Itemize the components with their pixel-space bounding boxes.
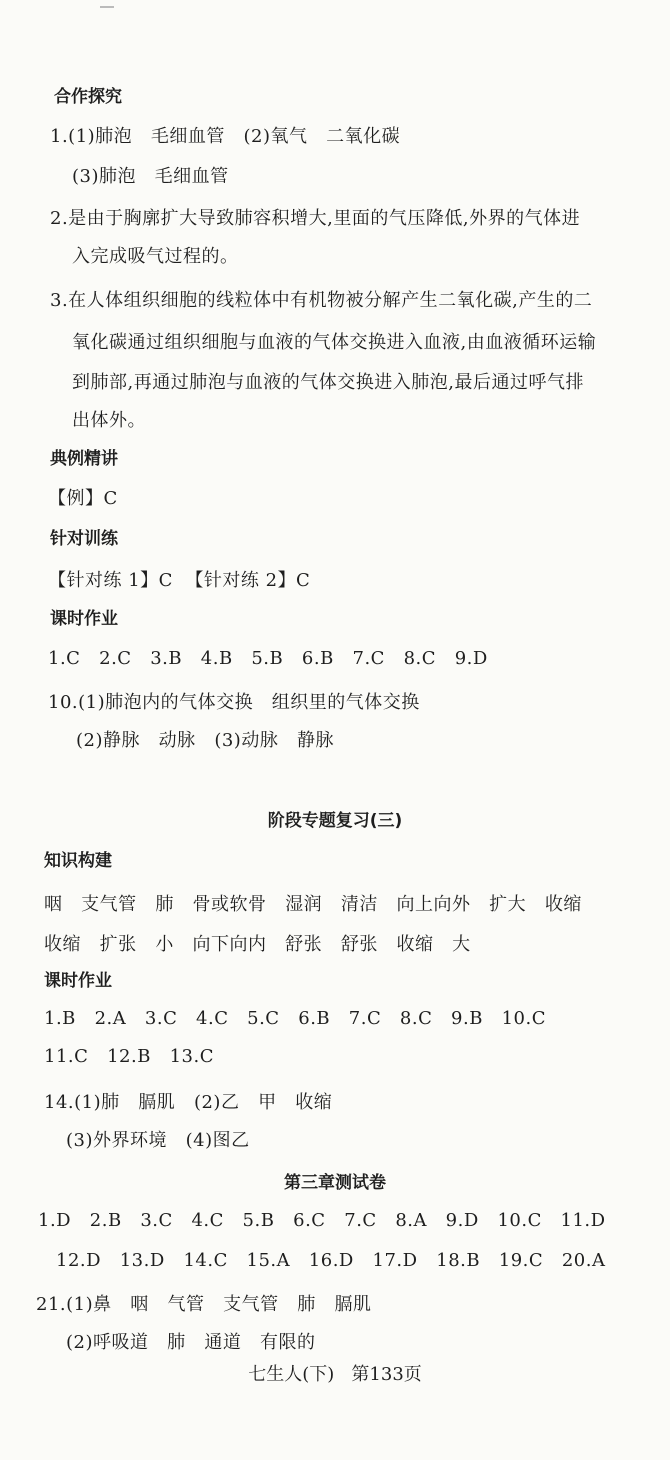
page-footer: 七生人(下) 第133页: [248, 1364, 422, 1385]
answer-line: 10.(1)肺泡内的气体交换 组织里的气体交换: [48, 692, 420, 713]
answer-line: 21.(1)鼻 咽 气管 支气管 肺 膈肌: [36, 1294, 372, 1315]
heading-cooperative: 合作探究: [54, 87, 122, 107]
answer-line: 1.D 2.B 3.C 4.C 5.B 6.C 7.C 8.A 9.D 10.C 11.D: [38, 1210, 606, 1231]
answer-line: (2)静脉 动脉 (3)动脉 静脉: [76, 730, 334, 751]
answer-line: 14.(1)肺 膈肌 (2)乙 甲 收缩: [44, 1092, 333, 1113]
section-title-review: 阶段专题复习(三): [267, 811, 403, 831]
answer-line: (3)外界环境 (4)图乙: [66, 1130, 250, 1151]
answer-line: 【例】C: [48, 488, 118, 509]
top-scan-mark: [100, 6, 114, 8]
answer-line: 1.C 2.C 3.B 4.B 5.B 6.B 7.C 8.C 9.D: [48, 648, 488, 669]
answer-line: 1.B 2.A 3.C 4.C 5.C 6.B 7.C 8.C 9.B 10.C: [44, 1008, 546, 1029]
heading-homework: 课时作业: [44, 971, 112, 991]
answer-line: 1.(1)肺泡 毛细血管 (2)氧气 二氧化碳: [50, 126, 401, 147]
answer-line: 11.C 12.B 13.C: [44, 1046, 214, 1067]
section-title-test: 第三章测试卷: [284, 1173, 386, 1193]
heading-example: 典例精讲: [50, 449, 118, 469]
answer-line: 3.在人体组织细胞的线粒体中有机物被分解产生二氧化碳,产生的二: [50, 290, 593, 311]
answer-line: 咽 支气管 肺 骨或软骨 湿润 清洁 向上向外 扩大 收缩: [44, 894, 582, 915]
answer-line: 氧化碳通过组织细胞与血液的气体交换进入血液,由血液循环运输: [72, 332, 597, 353]
answer-line: (3)肺泡 毛细血管: [72, 166, 229, 187]
answer-line: 收缩 扩张 小 向下向内 舒张 舒张 收缩 大: [44, 934, 471, 955]
heading-homework: 课时作业: [50, 609, 118, 629]
answer-line: 12.D 13.D 14.C 15.A 16.D 17.D 18.B 19.C 20.A: [56, 1250, 606, 1271]
answer-line: (2)呼吸道 肺 通道 有限的: [66, 1332, 316, 1353]
answer-line: 【针对练 1】C 【针对练 2】C: [48, 570, 311, 591]
heading-knowledge: 知识构建: [44, 851, 112, 871]
answer-line: 入完成吸气过程的。: [72, 246, 239, 267]
answer-line: 到肺部,再通过肺泡与血液的气体交换进入肺泡,最后通过呼气排: [72, 372, 584, 393]
answer-line: 出体外。: [72, 410, 146, 431]
heading-training: 针对训练: [50, 529, 118, 549]
answer-line: 2.是由于胸廓扩大导致肺容积增大,里面的气压降低,外界的气体进: [50, 208, 581, 229]
